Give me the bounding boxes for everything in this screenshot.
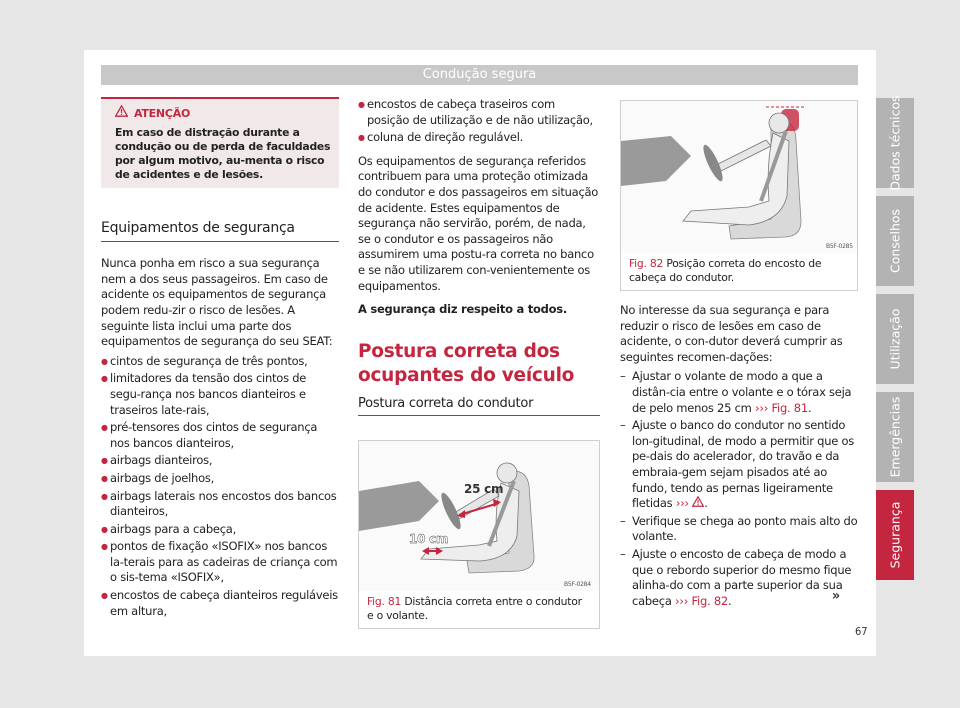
section-title: Equipamentos de segurança bbox=[101, 221, 339, 243]
headrest-illustration bbox=[621, 101, 857, 253]
subsection-heading: Postura correta do condutor bbox=[358, 396, 600, 417]
bold-statement: A segurança diz respeito a todos. bbox=[358, 302, 567, 317]
list-item: ● encostos de cabeça dianteiros reguláveis em altura, bbox=[101, 588, 339, 619]
figure-caption bbox=[359, 591, 599, 628]
column-3 bbox=[620, 100, 858, 609]
tab-conselhos[interactable] bbox=[876, 196, 914, 286]
paragraph: Os equipamentos de segurança referidos contribuem para uma proteção otimizada do condutor e dos passageiros em situação de acidente. Estes equipamentos de segurança não servirão, porém, de nada, se o condutor e os passageiros não assumirem uma postu-ra correta no banco e se não utilizarem con-venientemente os equipamentos. bbox=[358, 153, 599, 293]
warning-triangle-icon bbox=[115, 105, 128, 122]
driver-distance-illustration bbox=[359, 441, 599, 591]
list-item: ● pontos de fixação «ISOFIX» nos bancos la-terais para as cadeiras de criança com o sis-tema «ISOFIX», bbox=[101, 539, 339, 586]
reference-arrows: ››› bbox=[675, 593, 689, 608]
continue-mark: » bbox=[832, 588, 841, 604]
warning-text: Em caso de distração durante a condução ou de perda de faculdades por algum motivo, au-menta o risco de acidentes e de lesões. bbox=[115, 125, 331, 181]
caption-text: Distância correta entre o condutor e o volante. bbox=[367, 595, 582, 622]
list-item: ● limitadores da tensão dos cintos de segu-rança nos bancos dianteiros e traseiros late-rais, bbox=[101, 371, 339, 418]
list-item: ● airbags para a cabeça, bbox=[101, 522, 339, 538]
list-item: – Ajuste o banco do condutor no sentido lon-gitudinal, de modo a permitir que os pe-dais do acelerador, do travão e da embraia-gem sejam pisados até ao fundo, tendo as pernas ligeiramente fletidas ››› . bbox=[620, 418, 858, 512]
figure-number: Fig. 82 bbox=[629, 257, 664, 270]
distance-label-25: 25 cm bbox=[464, 482, 504, 497]
list-item: – Ajuste o encosto de cabeça de modo a que o rebordo superior do mesmo fique alinha-do com a parte superior da sua cabeça ››› Fig. 82. bbox=[620, 547, 858, 609]
item-text: Ajuste o encosto de cabeça de modo a que o rebordo superior do mesmo fique alinha-do com a parte superior da sua cabeça bbox=[632, 546, 852, 608]
list-item: ● airbags dianteiros, bbox=[101, 453, 339, 469]
figure-code: B5F-0284 bbox=[564, 581, 591, 589]
distance-label-10: 10 cm bbox=[409, 532, 449, 547]
warning-box bbox=[101, 97, 339, 188]
caption-text: Posição correta do encosto de cabeça do condutor. bbox=[629, 257, 822, 284]
column-1 bbox=[101, 97, 339, 619]
list-item: ● airbags de joelhos, bbox=[101, 471, 339, 487]
figure-link[interactable]: Fig. 82 bbox=[691, 593, 728, 608]
tab-label: Emergências bbox=[887, 396, 903, 478]
tab-label: Conselhos bbox=[887, 208, 903, 274]
intro-paragraph: Nunca ponha em risco a sua segurança nem a dos seus passageiros. Em caso de acidente os equipamentos de segurança podem redu-zir o risco de lesões. A seguinte lista inclui uma parte dos equipamentos de segurança do seu SEAT: bbox=[101, 256, 333, 349]
item-text: Ajustar o volante de modo a que a distân-cia entre o volante e o tórax seja de pelo menos 25 cm bbox=[632, 369, 852, 415]
tab-dados-tecnicos[interactable] bbox=[876, 95, 914, 191]
list-item: ● coluna de direção regulável. bbox=[358, 130, 600, 146]
warning-label: ATENÇÃO bbox=[134, 106, 191, 120]
intro-paragraph: No interesse da sua segurança e para reduzir o risco de lesões em caso de acidente, o con-dutor deverá cumprir as seguintes recomen-dações: bbox=[620, 303, 843, 364]
figure-caption bbox=[621, 253, 857, 290]
figure-number: Fig. 81 bbox=[367, 595, 402, 609]
list-item: ● encostos de cabeça traseiros com posição de utilização e de não utilização, bbox=[358, 97, 600, 128]
tab-utilizacao[interactable] bbox=[876, 294, 914, 384]
page-title: Condução segura bbox=[422, 67, 537, 82]
tab-label: Segurança bbox=[887, 501, 903, 569]
list-item: ● cintos de segurança de três pontos, bbox=[101, 354, 339, 370]
list-item: ● pré-tensores dos cintos de segurança nos bancos dianteiros, bbox=[101, 420, 339, 451]
reference-arrows: ››› bbox=[675, 496, 689, 511]
page-header bbox=[101, 65, 858, 85]
figure-82 bbox=[620, 100, 858, 291]
list-item: – Ajustar o volante de modo a que a distân-cia entre o volante e o tórax seja de pelo menos 25 cm ››› Fig. 81. bbox=[620, 369, 858, 416]
list-item: ● airbags laterais nos encostos dos bancos dianteiros, bbox=[101, 489, 339, 520]
tab-emergencias[interactable] bbox=[876, 392, 914, 482]
section-heading: Postura correta dos ocupantes do veículo bbox=[358, 340, 575, 386]
warning-header bbox=[115, 105, 331, 122]
figure-code: B5F-0285 bbox=[826, 243, 853, 250]
figure-81 bbox=[358, 440, 600, 629]
tab-seguranca[interactable] bbox=[876, 490, 914, 580]
figure-link[interactable]: Fig. 81 bbox=[771, 400, 808, 415]
tab-label: Dados técnicos bbox=[887, 95, 903, 191]
column-2 bbox=[358, 97, 600, 629]
tab-label: Utilização bbox=[887, 308, 903, 370]
item-text: Ajuste o banco do condutor no sentido lon-gitudinal, de modo a permitir que os pe-dais do acelerador, do travão e da embraia-gem sejam pisados até ao fundo, tendo as pernas ligeiramente fletidas bbox=[632, 418, 854, 511]
warning-triangle-icon[interactable] bbox=[692, 496, 704, 510]
reference-arrows: ››› bbox=[755, 400, 769, 415]
page-number: 67 bbox=[855, 625, 868, 638]
list-item: – Verifique se chega ao ponto mais alto do volante. bbox=[620, 514, 858, 545]
